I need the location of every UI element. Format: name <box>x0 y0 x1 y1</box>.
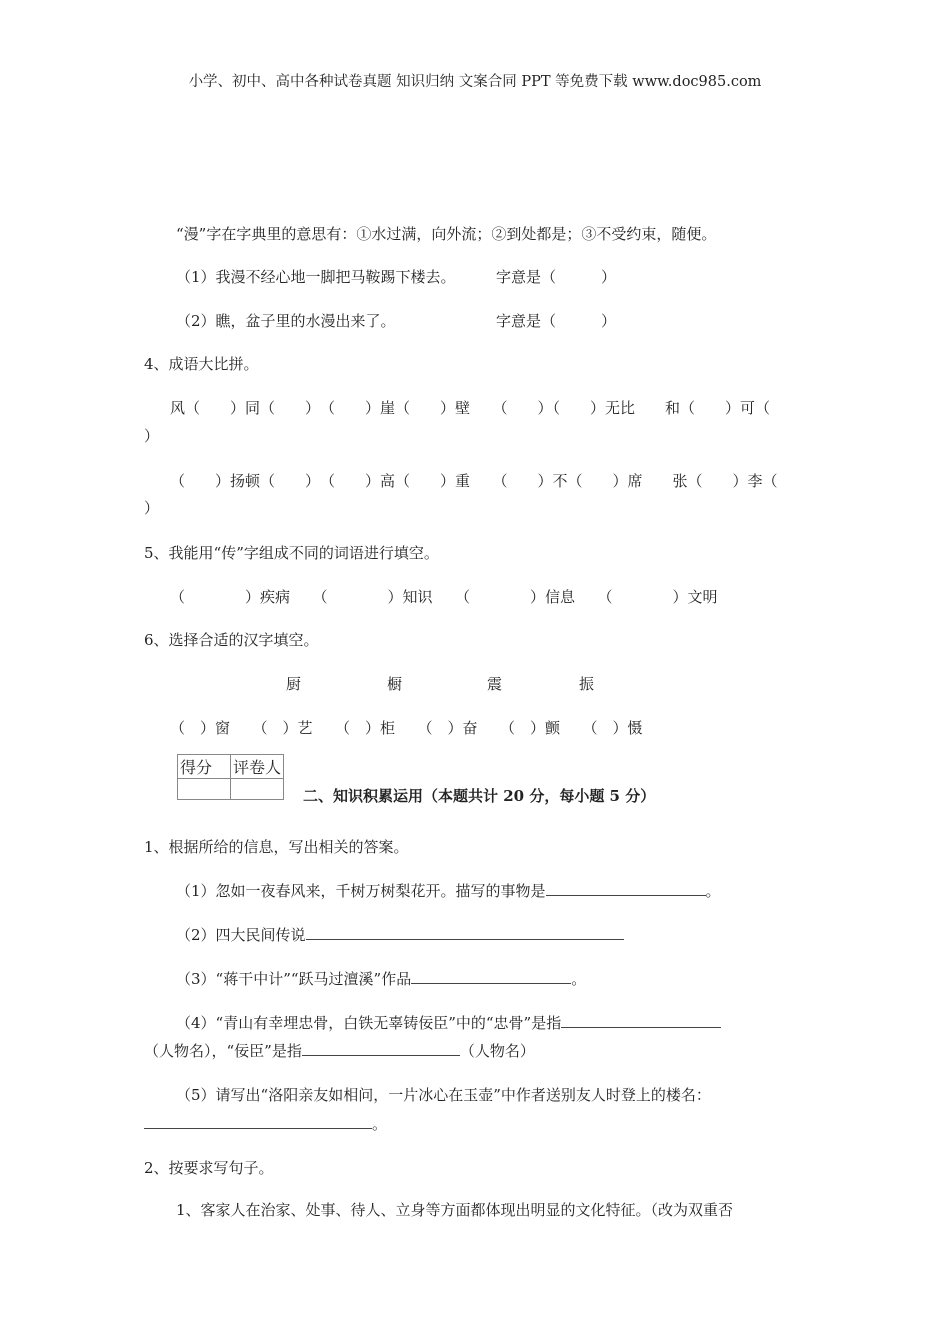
s2-q1-item4-part: （人物名），“佞臣”是指 <box>144 1042 302 1060</box>
grader-label: 评卷人 <box>231 755 284 779</box>
s2-q2-title: 2、按要求写句子。 <box>144 1159 274 1177</box>
choose-char: 振 <box>579 675 595 693</box>
s2-q1-item1 <box>176 880 721 901</box>
page-header: 小学、初中、高中各种试卷真题 知识归纳 文案合同 PPT 等免费下载 www.doc985.com <box>188 74 762 90</box>
s2-q1-item5-cont <box>144 1113 387 1134</box>
score-label: 得分 <box>178 755 231 779</box>
idioms-row2-wrap: ） <box>144 499 160 517</box>
s2-q1-item3-end: 。 <box>571 970 587 988</box>
s2-q1-item4-end: （人物名） <box>459 1042 535 1060</box>
s2-q1-item1-end: 。 <box>705 882 721 900</box>
idioms-row1: 风（ ）同（ ） （ ）崖（ ）壁 （ ）（ ）无比 和（ ）可（ <box>170 399 771 417</box>
choose-char: 震 <box>487 675 503 693</box>
s2-q1-item4-text: （4）“青山有幸埋忠骨，白铁无辜铸佞臣”中的“忠骨”是指 <box>176 1014 562 1032</box>
man-q2-text: （2）瞧，盆子里的水漫出来了。 <box>176 312 396 330</box>
s2-q1-item1-text: （1）忽如一夜春风来，千树万树梨花开。描写的事物是 <box>176 882 546 900</box>
choose-items: （ ）窗 （ ）艺 （ ）柜 （ ）奋 （ ）颤 （ ）慑 <box>170 719 643 737</box>
s2-q1-item3-text: （3）“蒋干中计”“跃马过澶溪”作品 <box>176 970 412 988</box>
choose-title: 6、选择合适的汉字填空。 <box>144 631 319 649</box>
man-q1-text: （1）我漫不经心地一脚把马鞍踢下楼去。 <box>176 268 456 286</box>
s2-q2-sentence1: 1、客家人在治家、处事、待人、立身等方面都体现出明显的文化特征。（改为双重否 <box>176 1201 734 1219</box>
answer-blank[interactable] <box>561 1013 721 1028</box>
answer-blank[interactable] <box>144 1114 372 1129</box>
s2-q1-item3 <box>176 968 586 989</box>
choose-char: 厨 <box>286 675 302 693</box>
s2-q1-item2 <box>176 924 624 945</box>
answer-blank[interactable] <box>306 925 624 940</box>
chuan-title: 5、我能用“传”字组成不同的词语进行填空。 <box>144 544 439 562</box>
s2-q1-item5-end: 。 <box>372 1115 388 1133</box>
s2-q1-item2-text: （2）四大民间传说 <box>176 926 306 944</box>
idioms-row2: （ ）扬顿（ ） （ ）高（ ）重 （ ）不（ ）席 张（ ）李（ <box>170 472 778 490</box>
answer-blank[interactable] <box>411 969 571 984</box>
grader-cell <box>231 779 284 800</box>
choose-char: 橱 <box>387 675 403 693</box>
s2-q1-item4 <box>176 1012 721 1033</box>
idioms-row1-wrap: ） <box>144 427 160 445</box>
chuan-items: （ ）疾病 （ ）知识 （ ）信息 （ ）文明 <box>170 588 718 606</box>
answer-blank[interactable] <box>546 881 706 896</box>
man-q1-answer: 字意是（ ） <box>496 268 617 286</box>
section2-title: 二、知识积累运用（本题共计 20 分，每小题 5 分） <box>303 787 656 805</box>
s2-q1-item4-cont <box>144 1040 535 1061</box>
s2-q1-item5: （5）请写出“洛阳亲友如相问，一片冰心在玉壶”中作者送别友人时登上的楼名： <box>176 1086 711 1104</box>
score-table <box>177 754 284 800</box>
idioms-title: 4、成语大比拼。 <box>144 355 259 373</box>
score-cell <box>178 779 231 800</box>
man-intro: “漫”字在字典里的意思有：①水过满，向外流；②到处都是；③不受约束，随便。 <box>176 225 717 243</box>
s2-q1-title: 1、根据所给的信息，写出相关的答案。 <box>144 838 409 856</box>
answer-blank[interactable] <box>302 1041 460 1056</box>
man-q2-answer: 字意是（ ） <box>496 312 617 330</box>
